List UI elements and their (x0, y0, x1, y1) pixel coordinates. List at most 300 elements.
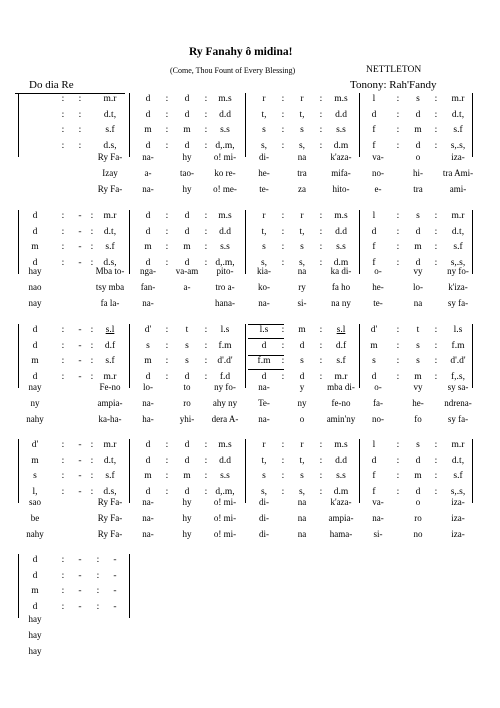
solfa-note: : (90, 440, 94, 450)
solfa-note: : (319, 257, 323, 268)
lyric-syllable: za (298, 184, 306, 194)
lyric-syllable: nay (28, 382, 42, 392)
solfa-note: : (90, 486, 94, 497)
solfa-note: d (32, 371, 38, 382)
lyric-syllable: k'iza- (448, 282, 468, 292)
solfa-note: : (281, 109, 285, 120)
lyric-syllable: fa la- (100, 298, 120, 308)
lyric-syllable: o (415, 152, 421, 162)
lyric-syllable: no- (372, 168, 384, 178)
solfa-note: - (113, 570, 117, 581)
solfa-note: : (396, 109, 400, 120)
solfa-note: d.d (219, 226, 231, 237)
solfa-note: : (165, 471, 169, 481)
solfa-note: : (281, 440, 285, 450)
solfa-note: : (434, 109, 438, 120)
solfa-note: s, (298, 486, 306, 497)
solfa-note: s.f (453, 125, 463, 135)
solfa-note: s (416, 440, 420, 450)
solfa-note: : (434, 440, 438, 450)
solfa-note: d.s, (103, 257, 117, 268)
solfa-note: : (434, 356, 438, 366)
solfa-note: d.d (335, 226, 347, 237)
solfa-note: : (281, 455, 285, 466)
solfa-note: : (204, 226, 208, 237)
solfa-note: : (90, 226, 94, 237)
solfa-note: f.m (218, 340, 232, 351)
solfa-note: : (61, 601, 65, 612)
tune-name: NETTLETON (366, 65, 422, 75)
measure-bar (472, 324, 473, 388)
lyric-syllable: ro (414, 513, 422, 523)
lyric-syllable: te- (259, 184, 269, 194)
solfa-note: : (396, 257, 400, 268)
solfa-note: : (78, 109, 82, 120)
solfa-note: : (434, 325, 438, 335)
solfa-note: : (61, 125, 65, 135)
solfa-note: : (319, 109, 323, 120)
solfa-note: d (415, 109, 421, 120)
lyric-syllable: na- (142, 184, 154, 194)
solfa-note: m.s (334, 94, 348, 104)
measure-bar (18, 93, 19, 157)
solfa-note: : (281, 226, 285, 237)
solfa-note: l (372, 211, 376, 221)
solfa-note: : (281, 94, 285, 104)
solfa-note: r (300, 94, 304, 104)
solfa-note: : (204, 257, 208, 268)
measure-bar (129, 439, 130, 503)
solfa-note: s (372, 356, 376, 366)
solfa-note: r (300, 440, 304, 450)
solfa-note: d,.m, (215, 486, 235, 497)
solfa-note: l.s (453, 325, 463, 335)
solfa-note: : (319, 211, 323, 221)
solfa-note: : (165, 340, 169, 351)
measure-bar (359, 93, 360, 157)
lyric-syllable: sao (29, 497, 41, 507)
solfa-note: s.s (336, 125, 346, 135)
solfa-note: : (319, 226, 323, 237)
solfa-note: s (416, 94, 420, 104)
solfa-note: : (165, 211, 169, 221)
measure-bar (129, 554, 130, 618)
lyric-syllable: amin'ny (326, 414, 356, 424)
lyric-syllable: ampia- (328, 513, 354, 523)
lyric-syllable: iza- (451, 497, 465, 507)
lyric-syllable: o- (374, 382, 382, 392)
lyric-syllable: Ry Fa- (97, 152, 123, 162)
solfa-note: d (184, 455, 190, 466)
solfa-note: : (434, 242, 438, 252)
solfa-note: s (185, 356, 189, 366)
solfa-note: : (319, 242, 323, 252)
solfa-note: : (396, 371, 400, 382)
measure-bar (18, 439, 19, 503)
solfa-note: : (204, 325, 208, 335)
lyric-syllable: pito- (216, 266, 234, 276)
lyric-syllable: dera A- (211, 414, 239, 424)
solfa-note: d.d (219, 109, 231, 120)
lyric-syllable: ny fo- (447, 266, 469, 276)
solfa-note: m (183, 242, 191, 252)
lyric-syllable: tra Ami- (442, 168, 474, 178)
solfa-note: d (415, 140, 421, 151)
solfa-note: : (90, 325, 94, 335)
solfa-note: : (396, 226, 400, 237)
lyric-syllable: ka di- (330, 266, 352, 276)
solfa-note: s,.s, (450, 257, 466, 268)
solfa-note: d (145, 486, 151, 497)
solfa-note: s (262, 125, 266, 135)
solfa-note: t, (299, 455, 305, 466)
lyric-syllable: tro a- (215, 282, 235, 292)
solfa-note: r (262, 211, 266, 221)
solfa-note: : (396, 125, 400, 135)
lyric-syllable: Ry Fa- (97, 184, 123, 194)
solfa-note: s (300, 356, 304, 366)
lyric-syllable: iza- (451, 513, 465, 523)
solfa-note: : (90, 242, 94, 252)
lyric-syllable: ka-ha- (98, 414, 122, 424)
lyric-syllable: na- (372, 513, 384, 523)
solfa-note: : (165, 440, 169, 450)
lyric-syllable: di- (259, 529, 269, 539)
solfa-note: : (434, 94, 438, 104)
solfa-note: : (204, 371, 208, 382)
lyric-syllable: na- (142, 298, 154, 308)
lyric-syllable: hy (182, 184, 192, 194)
solfa-note: m (144, 125, 152, 135)
solfa-note: d.m (333, 257, 349, 268)
lyric-syllable: si- (297, 298, 307, 308)
solfa-note: s,.s, (450, 140, 466, 151)
tonony-label: Tonony: Rah'Fandy (350, 79, 437, 91)
lyric-syllable: vy (413, 382, 423, 392)
solfa-note: : (396, 486, 400, 497)
solfa-note: : (281, 257, 285, 268)
lyric-syllable: sy fa- (447, 414, 469, 424)
solfa-note: m (183, 471, 191, 481)
lyric-syllable: te- (373, 298, 383, 308)
solfa-note: : (281, 371, 285, 382)
lyric-syllable: no (413, 529, 423, 539)
solfa-note: : (434, 211, 438, 221)
solfa-note: t, (261, 455, 267, 466)
solfa-note: : (204, 94, 208, 104)
solfa-note: : (165, 257, 169, 268)
lyric-syllable: Te- (258, 398, 270, 408)
lyric-syllable: lo- (413, 282, 423, 292)
lyric-syllable: va- (372, 497, 384, 507)
lyric-syllable: hana- (215, 298, 235, 308)
solfa-note: s (300, 242, 304, 252)
solfa-note: - (113, 555, 117, 565)
solfa-note: : (281, 471, 285, 481)
lyric-syllable: fe-no (331, 398, 351, 408)
solfa-note: d (145, 211, 151, 221)
lyric-syllable: hy (182, 497, 192, 507)
solfa-note: m.s (218, 211, 232, 221)
solfa-note: l, (32, 486, 38, 497)
line-box-top (248, 355, 284, 356)
solfa-note: m (414, 125, 422, 135)
measure-bar (129, 210, 130, 274)
lyric-syllable: he- (412, 398, 424, 408)
solfa-note: m (31, 356, 39, 366)
line-box-bottom (248, 338, 284, 339)
solfa-note: : (96, 586, 100, 596)
measure-bar (245, 93, 246, 157)
solfa-note: : (281, 325, 285, 335)
solfa-note: d (184, 440, 190, 450)
solfa-note: : (319, 325, 323, 335)
solfa-note: : (434, 371, 438, 382)
measure-bar (245, 324, 246, 388)
lyric-syllable: o! mi- (213, 497, 237, 507)
solfa-note: d' (31, 440, 39, 450)
solfa-note: d (145, 94, 151, 104)
solfa-note: : (61, 586, 65, 596)
solfa-note: m.r (103, 371, 117, 382)
lyric-syllable: na- (142, 529, 154, 539)
lyric-syllable: ndrena- (444, 398, 472, 408)
solfa-note: d,.m, (215, 257, 235, 268)
solfa-note: d' (144, 325, 152, 335)
solfa-note: s (146, 340, 150, 351)
solfa-note: d.t, (451, 226, 465, 237)
solfa-note: : (204, 109, 208, 120)
solfa-note: : (396, 325, 400, 335)
lyric-syllable: o (299, 414, 305, 424)
solfa-note: : (396, 356, 400, 366)
lyric-syllable: tsy mba (95, 282, 125, 292)
solfa-note: : (61, 486, 65, 497)
solfa-note: : (319, 471, 323, 481)
solfa-note: - (78, 242, 82, 252)
solfa-note: s (300, 471, 304, 481)
solfa-note: m (31, 455, 39, 466)
solfa-note: d (415, 226, 421, 237)
solfa-note: - (113, 586, 117, 596)
solfa-note: : (396, 455, 400, 466)
solfa-note: : (319, 486, 323, 497)
solfa-note: s (300, 125, 304, 135)
lyric-syllable: nay (28, 298, 42, 308)
solfa-note: d (371, 371, 377, 382)
measure-bar (359, 439, 360, 503)
solfa-note: : (61, 555, 65, 565)
solfa-note: : (78, 94, 82, 104)
solfa-note: d' (370, 325, 378, 335)
lyric-syllable: na (297, 529, 307, 539)
solfa-note: d'.d' (217, 356, 233, 366)
lyric-syllable: lo- (143, 382, 153, 392)
lyric-syllable: o- (374, 266, 382, 276)
lyric-syllable: hito- (332, 184, 350, 194)
lyric-syllable: o! mi- (213, 513, 237, 523)
lyric-syllable: fo (414, 414, 422, 424)
lyric-syllable: no- (372, 414, 384, 424)
solfa-note: m (144, 471, 152, 481)
solfa-note: d (371, 109, 377, 120)
lyric-syllable: ampia- (97, 398, 123, 408)
solfa-note: - (78, 371, 82, 382)
solfa-note: : (90, 371, 94, 382)
solfa-note: : (319, 371, 323, 382)
lyric-syllable: tra (413, 184, 423, 194)
solfa-note: : (90, 471, 94, 481)
solfa-note: s.f (336, 356, 346, 366)
solfa-note: d,.m, (215, 140, 235, 151)
lyric-syllable: a- (144, 168, 152, 178)
solfa-note: s (262, 471, 266, 481)
lyric-syllable: Ry Fa- (97, 497, 123, 507)
measure-bar (472, 439, 473, 503)
measure-bar (129, 324, 130, 388)
measure-bar (245, 210, 246, 274)
lyric-syllable: nahy (26, 414, 44, 424)
solfa-note: f (372, 125, 376, 135)
lyric-syllable: di- (259, 497, 269, 507)
solfa-note: m.s (334, 440, 348, 450)
solfa-note: : (281, 211, 285, 221)
solfa-note: : (165, 455, 169, 466)
lyric-syllable: ami- (449, 184, 467, 194)
solfa-note: : (396, 140, 400, 151)
solfa-note: d.m (333, 140, 349, 151)
solfa-note: : (165, 140, 169, 151)
lyric-syllable: fa ho (331, 282, 351, 292)
solfa-note: : (165, 125, 169, 135)
lyric-syllable: na (297, 266, 307, 276)
solfa-note: s, (298, 257, 306, 268)
solfa-note: d.d (335, 109, 347, 120)
measure-bar (472, 93, 473, 157)
solfa-note: d (32, 325, 38, 335)
solfa-note: - (78, 340, 82, 351)
lyric-syllable: na ny (331, 298, 351, 308)
lyric-syllable: k'aza- (330, 152, 352, 162)
solfa-note: : (61, 242, 65, 252)
solfa-note: : (396, 94, 400, 104)
solfa-note: : (165, 325, 169, 335)
solfa-note: : (204, 471, 208, 481)
solfa-note: m (414, 371, 422, 382)
solfa-note: - (78, 471, 82, 481)
lyric-syllable: ko re- (214, 168, 236, 178)
solfa-note: s.l (336, 325, 346, 335)
solfa-note: s.s (220, 242, 230, 252)
solfa-note: s.f (105, 242, 115, 252)
lyric-syllable: o! mi- (213, 529, 237, 539)
solfa-note: : (319, 140, 323, 151)
solfa-note: m.s (334, 211, 348, 221)
lyric-syllable: Izay (102, 168, 118, 178)
solfa-note: s.f (453, 471, 463, 481)
solfa-note: : (396, 440, 400, 450)
solfa-note: d (184, 94, 190, 104)
solfa-note: : (319, 455, 323, 466)
solfa-note: d (32, 601, 38, 612)
solfa-note: f,.s, (451, 371, 465, 382)
solfa-note: m (31, 242, 39, 252)
measure-bar (359, 210, 360, 274)
lyric-syllable: na- (142, 152, 154, 162)
lyric-syllable: vy (413, 266, 423, 276)
solfa-note: : (319, 440, 323, 450)
solfa-note: t, (261, 109, 267, 120)
solfa-note: : (319, 94, 323, 104)
solfa-note: : (61, 356, 65, 366)
solfa-note: m.r (103, 440, 117, 450)
solfa-note: d (415, 486, 421, 497)
solfa-note: m.r (334, 371, 348, 382)
solfa-note: f (372, 242, 376, 252)
solfa-note: s,.s, (450, 486, 466, 497)
solfa-note: f.d (219, 371, 231, 382)
lyric-syllable: hy (182, 152, 192, 162)
solfa-note: t, (299, 226, 305, 237)
solfa-note: d.s, (103, 140, 117, 151)
solfa-note: : (96, 555, 100, 565)
solfa-note: d.s, (103, 486, 117, 497)
solfa-note: : (434, 226, 438, 237)
solfa-note: d.f (104, 340, 116, 351)
solfa-note: s (33, 471, 37, 481)
solfa-note: m (414, 471, 422, 481)
lyric-syllable: ahy ny (212, 398, 238, 408)
solfa-note: : (61, 340, 65, 351)
solfa-note: : (78, 140, 82, 151)
solfa-note: d.d (219, 455, 231, 466)
lyric-syllable: di- (259, 152, 269, 162)
lyric-syllable: ko- (258, 282, 270, 292)
solfa-note: d (415, 455, 421, 466)
solfa-note: : (165, 109, 169, 120)
solfa-note: : (204, 486, 208, 497)
lyric-syllable: ny (30, 398, 40, 408)
solfa-note: - (78, 356, 82, 366)
solfa-note: : (434, 340, 438, 351)
solfa-note: d (415, 257, 421, 268)
solfa-note: s.s (336, 242, 346, 252)
solfa-note: : (434, 257, 438, 268)
solfa-note: d (184, 257, 190, 268)
solfa-note: - (78, 570, 82, 581)
solfa-note: - (78, 586, 82, 596)
solfa-note: d (184, 109, 190, 120)
solfa-note: m.r (103, 211, 117, 221)
solfa-note: - (78, 601, 82, 612)
solfa-note: d (145, 257, 151, 268)
lyric-syllable: sy sa- (447, 382, 469, 392)
solfa-note: : (61, 570, 65, 581)
solfa-note: d (145, 440, 151, 450)
lyric-syllable: na- (142, 398, 154, 408)
solfa-note: : (396, 340, 400, 351)
solfa-note: d (32, 555, 38, 565)
solfa-note: s, (260, 257, 268, 268)
lyric-syllable: Fe-no (99, 382, 121, 392)
measure-bar (18, 554, 19, 618)
solfa-note: : (165, 242, 169, 252)
solfa-note: : (165, 356, 169, 366)
solfa-note: d (145, 371, 151, 382)
measure-bar (359, 324, 360, 388)
solfa-note: - (78, 226, 82, 237)
solfa-note: m (144, 356, 152, 366)
